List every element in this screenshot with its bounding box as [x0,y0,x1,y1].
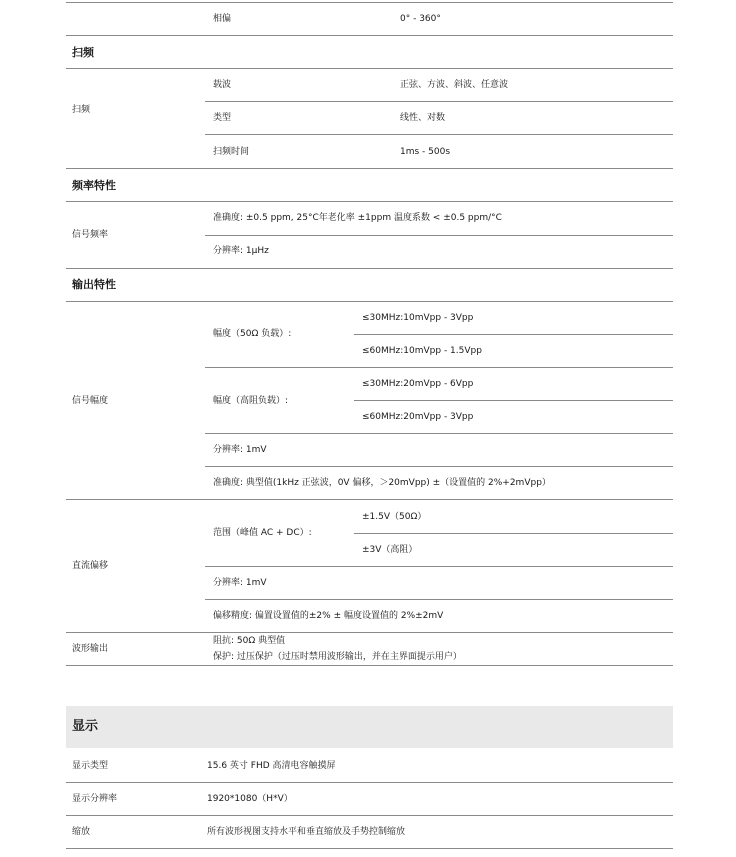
output-section-title: 输出特性 [72,278,116,291]
amp-resolution: 分辨率: 1mV [213,445,267,455]
divider [66,268,673,269]
divider [354,334,673,335]
freq-accuracy: 准确度: ±0.5 ppm, 25°C年老化率 ±1ppm 温度系数 < ±0.5 ppm/°C [213,213,502,223]
phase-label: 相偏 [213,14,232,24]
divider [66,35,673,36]
divider [66,815,673,816]
display-type-label: 显示类型 [72,761,109,771]
divider [66,632,673,633]
divider [205,566,673,567]
display-type-value: 15.6 英寸 FHD 高清电容触摸屏 [207,761,336,771]
divider [205,367,673,368]
amp50-row1: ≤30MHz:10mVpp - 3Vpp [362,313,474,323]
zoom-label: 缩放 [72,827,91,837]
carrier-label: 载波 [213,80,232,90]
protection-text: 保护: 过压保护（过压时禁用波形输出，并在主界面提示用户） [213,652,462,662]
amphz-row1: ≤30MHz:20mVpp - 6Vpp [362,379,474,389]
divider [205,134,673,135]
divider [66,68,673,69]
sweep-section-title: 扫频 [72,46,94,59]
divider [66,201,673,202]
divider [66,782,673,783]
dc-resolution: 分辨率: 1mV [213,578,267,588]
amp50-label: 幅度（50Ω 负载）: [213,329,292,339]
sweep-time-value: 1ms - 500s [400,147,451,157]
amp50-row2: ≤60MHz:10mVpp - 1.5Vpp [362,346,482,356]
sweep-type-label: 类型 [213,113,232,123]
dc-range-row1: ±1.5V（50Ω） [362,512,427,522]
amp-accuracy: 准确度: 典型值(1kHz 正弦波，0V 偏移，＞20mVpp) ±（设置值的 2%+2mVpp） [213,478,551,488]
sweep-group-label: 扫频 [72,105,91,115]
carrier-value: 正弦、方波、斜波、任意波 [400,80,509,90]
display-section-title: 显示 [72,719,99,734]
phase-value: 0° - 360° [400,14,441,24]
divider [205,235,673,236]
display-section-header [66,706,673,748]
sweep-time-label: 扫频时间 [213,147,250,157]
freq-group-label: 信号频率 [72,230,109,240]
divider [66,301,673,302]
amplitude-group-label: 信号幅度 [72,396,109,406]
divider [354,400,673,401]
amphz-label: 幅度（高阻负载）: [213,396,289,406]
amphz-row2: ≤60MHz:20mVpp - 3Vpp [362,412,474,422]
divider [66,2,673,3]
dc-range-label: 范围（峰值 AC + DC）: [213,528,312,538]
divider [66,665,673,666]
dc-offset-group-label: 直流偏移 [72,561,109,571]
waveform-output-label: 波形输出 [72,644,109,654]
divider [205,433,673,434]
divider [205,466,673,467]
freq-resolution: 分辨率: 1μHz [213,246,269,256]
divider [66,848,673,849]
freq-section-title: 频率特性 [72,179,116,192]
display-resolution-value: 1920*1080（H*V） [207,794,293,804]
display-resolution-label: 显示分辨率 [72,794,118,804]
divider [354,533,673,534]
divider [205,101,673,102]
divider [205,599,673,600]
divider [66,168,673,169]
divider [66,499,673,500]
impedance-text: 阻抗: 50Ω 典型值 [213,636,286,646]
dc-range-row2: ±3V（高阻） [362,545,418,555]
dc-accuracy: 偏移精度: 偏置设置值的±2% ± 幅度设置值的 2%±2mV [213,611,444,621]
zoom-value: 所有波形视图支持水平和垂直缩放及手势控制缩放 [207,827,406,837]
sweep-type-value: 线性、对数 [400,113,446,123]
